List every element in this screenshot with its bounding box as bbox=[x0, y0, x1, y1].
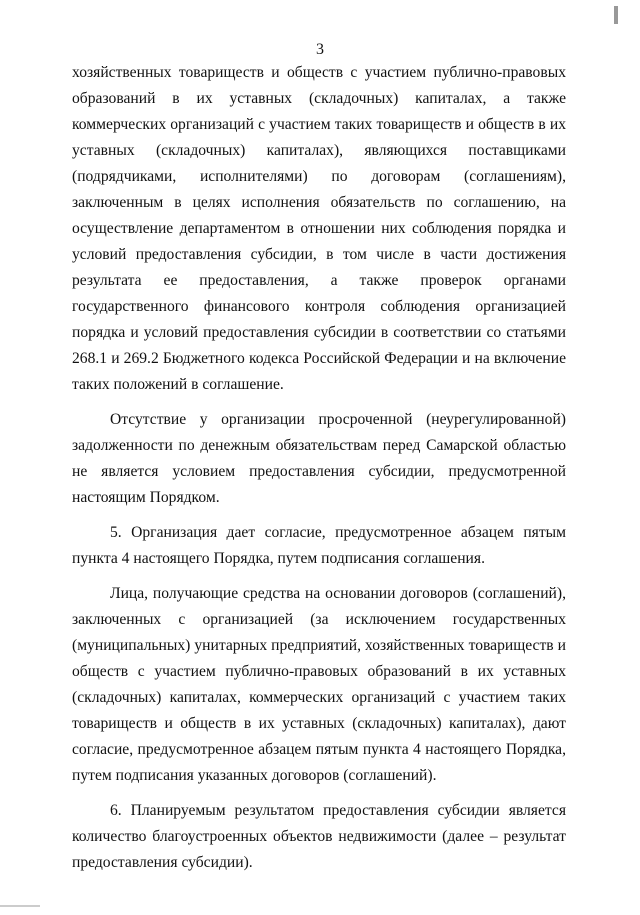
scan-artifact-mark bbox=[614, 6, 618, 24]
paragraph-item-6: 6. Планируемым результатом предоставления субсидии является количество благоустроенных объектов недвижимости (далее – результат предоставления субсидии). bbox=[72, 802, 566, 871]
paragraph-recipients-consent: Лица, получающие средства на основании договоров (соглашений), заключенных с организацией (за исключением государственных (муниципальных) унитарных предприятий, хозяйственных товариществ и обществ с участием публично-правовых образований в их уставных (складочных) капиталах, коммерческих организаций с участием таких товариществ и обществ в их уставных (складочных) капиталах), дают согласие, предусмотренное абзацем пятым пункта 4 настоящего Порядка, путем подписания указанных договоров (соглашений). bbox=[72, 585, 566, 784]
document-body bbox=[72, 60, 566, 885]
paragraph-continuation: хозяйственных товариществ и обществ с участием публично-правовых образований в их уставных (складочных) капиталах, а также коммерческих организаций с участием таких товариществ и обществ в их уставных (складочных) капиталах), являющихся поставщиками (подрядчиками, исполнителями) по договорам (соглашениям), заключенным в целях исполнения обязательств по соглашению, на осуществление департаментом в отношении них соблюдения порядка и условий предоставления субсидии, в том числе в части достижения результата ее предоставления, а также проверок органами государственного финансового контроля соблюдения организацией порядка и условий предоставления субсидии в соответствии со статьями 268.1 и 269.2 Бюджетного кодекса Российской Федерации и на включение таких положений в соглашение. bbox=[72, 64, 566, 393]
paragraph-debt-condition: Отсутствие у организации просроченной (неурегулированной) задолженности по денежным обязательствам перед Самарской областью не является условием предоставления субсидии, предусмотренной настоящим Порядком. bbox=[72, 411, 566, 506]
paragraph-item-5: 5. Организация дает согласие, предусмотренное абзацем пятым пункта 4 настоящего Порядка, путем подписания соглашения. bbox=[72, 524, 566, 567]
page-number: 3 bbox=[316, 41, 324, 58]
scan-artifact-line bbox=[0, 905, 40, 907]
